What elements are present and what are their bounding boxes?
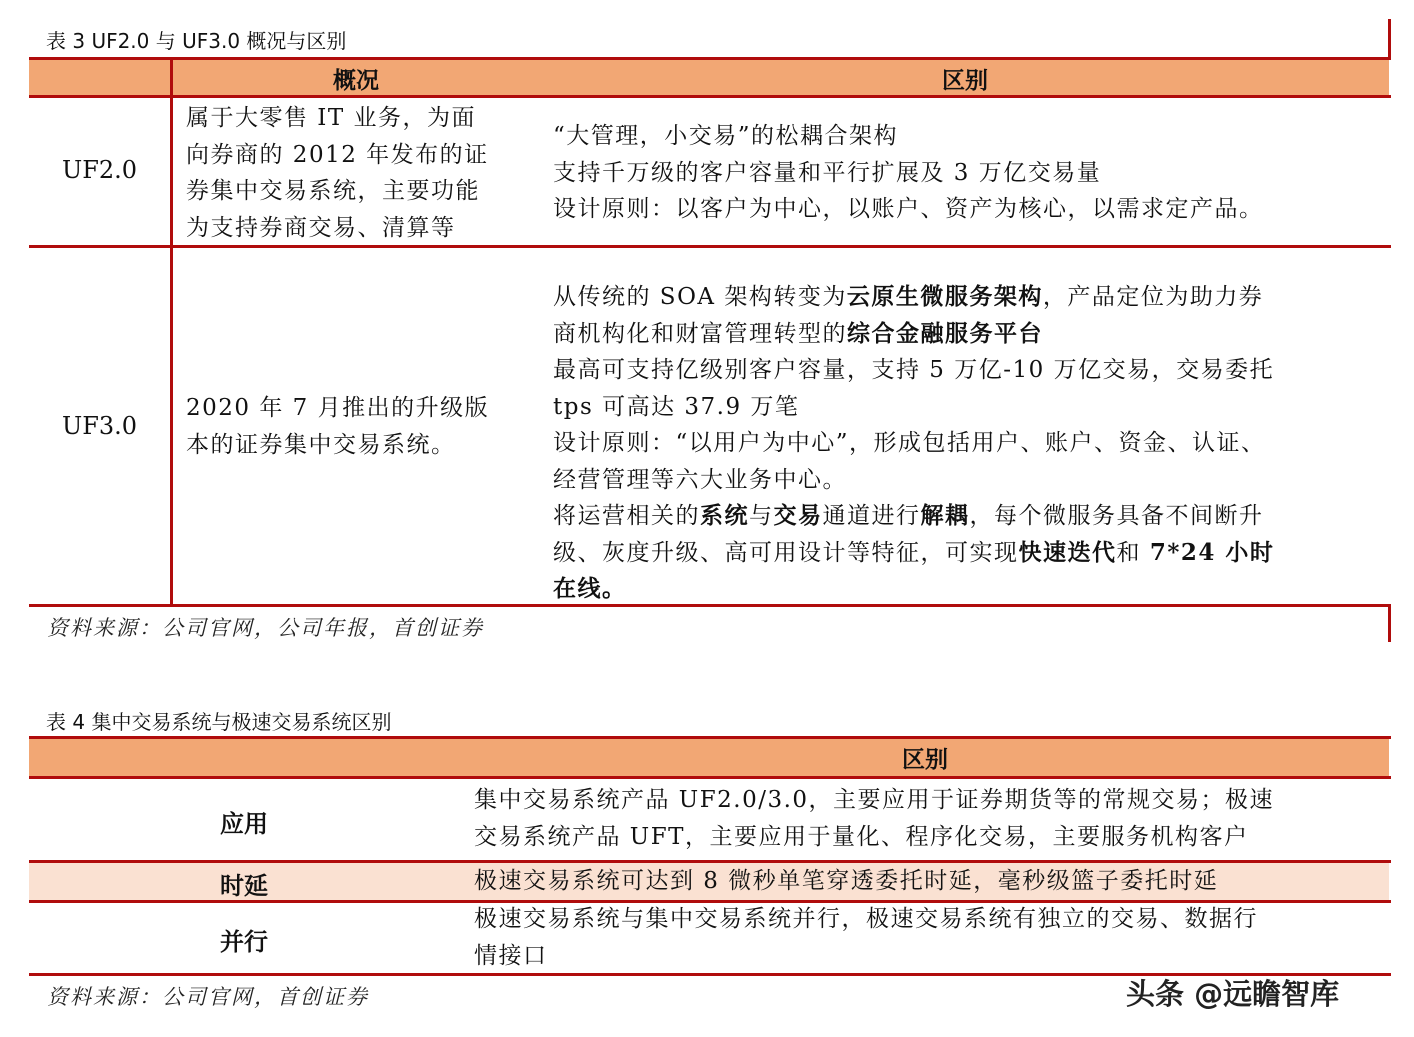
text-run: 和 [1116, 539, 1150, 566]
emphasis-text: 综合金融服务平台 [847, 319, 1043, 347]
difference-line: 集中交易系统产品 UF2.0/3.0，主要应用于证券期货等的常规交易；极速 [474, 787, 1275, 813]
row-parallel-name: 并行 [220, 928, 268, 956]
table3-source-frame-right [1388, 604, 1391, 642]
text-run: 商机构化和财富管理转型的 [553, 320, 847, 347]
text-run: 最高可支持亿级别客户容量，支持 5 万亿-10 万亿交易，交易委托 [553, 357, 1275, 383]
overview-line: 本的证券集中交易系统。 [186, 431, 456, 458]
row-uf20-name: UF2.0 [61, 156, 138, 184]
text-run: tps 可高达 37.9 万笔 [553, 393, 800, 420]
text-run: 将运营相关的 [553, 503, 700, 529]
watermark: 头条 @远瞻智库 [1126, 977, 1340, 1011]
table4-caption: 表 4 集中交易系统与极速交易系统区别 [46, 710, 392, 734]
difference-line [553, 352, 1274, 389]
row-app-difference [474, 782, 1274, 855]
table4-header-difference: 区别 [902, 747, 948, 773]
row-uf30-difference [553, 279, 1274, 608]
row-parallel-difference [474, 901, 1258, 974]
difference-line [553, 279, 1274, 316]
difference-line [553, 462, 1274, 499]
overview-line: 属于大零售 IT 业务，为面 [186, 105, 477, 131]
emphasis-text: 交易 [773, 502, 823, 529]
difference-line: 极速交易系统可达到 8 微秒单笔穿透委托时延，毫秒级篮子委托时延 [474, 868, 1219, 894]
difference-line: 极速交易系统与集中交易系统并行，极速交易系统有独立的交易、数据行 [474, 906, 1258, 932]
difference-line: 设计原则：以客户为中心，以账户、资产为核心，以需求定产品。 [553, 196, 1264, 222]
row-uf30-overview [186, 390, 489, 463]
row-latency-name: 时延 [220, 872, 268, 900]
table3-top-border [29, 57, 1391, 60]
emphasis-text: 快速迭代 [1018, 538, 1117, 566]
difference-line: “大管理，小交易”的松耦合架构 [553, 123, 899, 149]
text-run: ，产品定位为助力券 [1042, 284, 1264, 310]
emphasis-text: 7*24 小时 [1149, 538, 1275, 566]
emphasis-text: 解耦 [920, 502, 970, 529]
row-uf20-difference [553, 118, 1264, 228]
table3-caption: 表 3 UF2.0 与 UF3.0 概况与区别 [46, 29, 347, 53]
overview-line: 向券商的 2012 年发布的证 [186, 141, 489, 168]
difference-line [553, 535, 1274, 572]
difference-line [553, 571, 1274, 608]
table4-header-border [29, 776, 1391, 779]
table4-source: 资料来源：公司官网，首创证券 [47, 985, 369, 1009]
emphasis-text: 云原生微服务架构 [846, 283, 1043, 310]
difference-line: 支持千万级的客户容量和平行扩展及 3 万亿交易量 [553, 159, 1102, 186]
text-run: 经营管理等六大业务中心。 [553, 466, 847, 493]
text-run: 级、灰度升级、高可用设计等特征，可实现 [553, 539, 1019, 566]
overview-line: 2020 年 7 月推出的升级版 [186, 395, 490, 421]
table4-top-border [29, 736, 1391, 739]
difference-line [553, 425, 1274, 462]
emphasis-text: 系统 [700, 502, 749, 529]
overview-line: 券集中交易系统，主要功能 [186, 178, 480, 204]
table3-source: 资料来源：公司官网，公司年报，首创证券 [47, 616, 484, 640]
table3-frame-right [1388, 19, 1391, 59]
row-uf30-name: UF3.0 [61, 412, 138, 440]
table3-bottom-border [29, 604, 1391, 607]
text-run: 与 [749, 503, 774, 529]
text-run: 通道进行 [822, 503, 921, 529]
emphasis-text: 在线。 [553, 575, 627, 602]
text-run: 从传统的 SOA 架构转变为 [553, 284, 847, 310]
difference-line: 情接口 [474, 942, 548, 969]
row-app-name: 应用 [220, 810, 268, 838]
table3-col-divider [170, 59, 173, 605]
difference-line: 交易系统产品 UFT，主要应用于量化、程序化交易，主要服务机构客户 [474, 823, 1249, 850]
row-uf20-overview [186, 100, 489, 246]
overview-line: 为支持券商交易、清算等 [186, 214, 456, 241]
text-run: 设计原则：“以用户为中心”，形成包括用户、账户、资金、认证、 [553, 430, 1266, 456]
row-latency-difference [474, 863, 1218, 900]
table3-row-border [29, 245, 1391, 248]
table3-header-difference: 区别 [942, 68, 988, 94]
table3-header-border [29, 95, 1391, 98]
difference-line [553, 389, 1274, 426]
difference-line [553, 498, 1274, 535]
table3-header-overview: 概况 [333, 68, 379, 94]
text-run: ，每个微服务具备不间断升 [969, 503, 1264, 529]
difference-line [553, 316, 1274, 353]
